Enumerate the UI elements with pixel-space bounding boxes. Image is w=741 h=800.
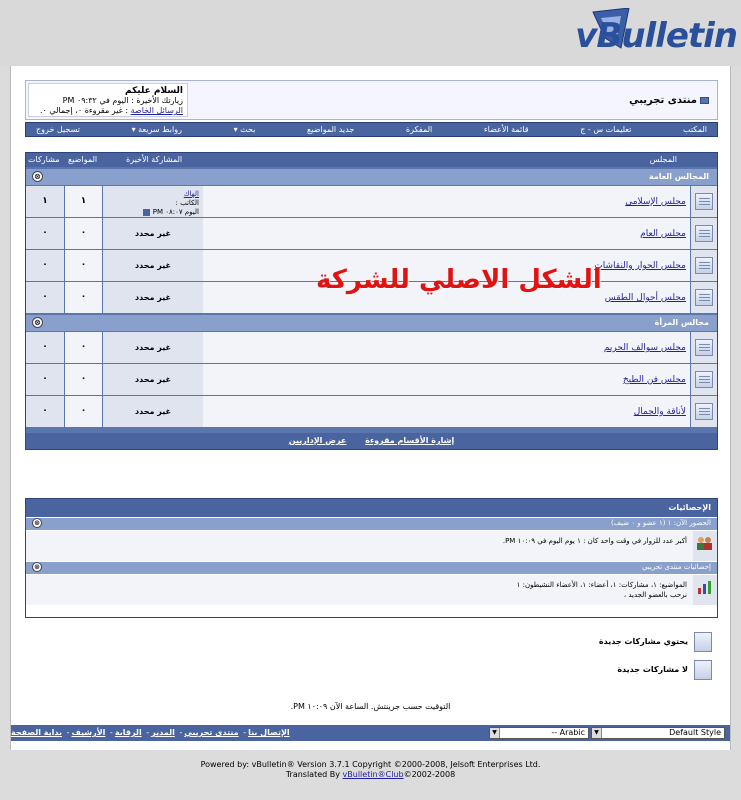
- category-title[interactable]: مجالس المرأة: [654, 318, 709, 327]
- forum-home-link[interactable]: منتدى تجريبي: [184, 728, 239, 737]
- copyright-line2-suffix: ©2002-2008: [403, 770, 456, 779]
- forum-row: [26, 186, 717, 218]
- forum-link[interactable]: مجلس الحوار والنقاشات: [594, 261, 686, 271]
- watermark-text: الشكل الاصلي للشركة: [316, 265, 602, 295]
- table-footer: [26, 433, 717, 449]
- thread-count: ٠: [65, 250, 102, 281]
- chevron-down-icon: ▼: [592, 728, 602, 738]
- post-count: ٠: [26, 396, 64, 427]
- nav-search[interactable]: بحث ▾: [233, 125, 256, 134]
- top-link[interactable]: بداية الصفحة: [11, 728, 63, 737]
- thread-count: ١: [65, 186, 102, 217]
- forum-stats-bar: [26, 562, 717, 574]
- copyright-line2-prefix: Translated By: [285, 770, 340, 779]
- forum-stats-line1: المواضيع: ١، مشاركات: ١، أعضاء: ١، الأعضاء النشيطون: ١: [516, 581, 687, 589]
- forum-home-icon: [700, 97, 709, 104]
- nav-logout[interactable]: تسجيل خروج: [36, 125, 80, 134]
- nav-new-posts[interactable]: جديد المواضيع: [307, 125, 355, 134]
- users-online-icon: [696, 535, 713, 552]
- thread-count: ٠: [65, 332, 102, 363]
- forum-link[interactable]: مجلس أحوال الطقس: [604, 293, 686, 303]
- col-threads: المواضيع: [68, 155, 98, 164]
- nav-calendar[interactable]: المفكرة: [405, 125, 433, 134]
- forum-status-icon: [695, 257, 713, 274]
- last-post-info: [107, 190, 199, 217]
- copyright-line1: Powered by: vBulletin® Version 3.7.1 Copyright ©2000-2008, Jelsoft Enterprises Ltd.: [200, 760, 541, 769]
- forum-link[interactable]: مجلس العام: [640, 229, 686, 239]
- private-messages-link[interactable]: الرسائل الخاصة: [130, 106, 183, 115]
- forum-title[interactable]: [629, 95, 709, 106]
- footer-links: الإتصال بنا- منتدى تجريبي- المدير- الرقابة- الأرشيف- بداية الصفحة: [11, 728, 290, 737]
- last-post-none: غير محدد: [135, 229, 171, 238]
- forum-status-icon: [695, 371, 713, 388]
- modcp-link[interactable]: الرقابة: [114, 728, 142, 737]
- archive-link[interactable]: الأرشيف: [71, 728, 106, 737]
- legend-new-posts-text: يحتوي مشاركات جديدة: [598, 637, 688, 646]
- forum-row: [26, 364, 717, 396]
- last-post-title[interactable]: الهاك: [183, 190, 199, 198]
- forum-row: [26, 396, 717, 428]
- language-select[interactable]: [489, 727, 589, 739]
- view-leaders-link[interactable]: عرض الإداريين: [288, 436, 347, 445]
- admin-link[interactable]: المدير: [151, 728, 175, 737]
- forum-stats-body: [26, 575, 717, 605]
- collapse-icon[interactable]: ⊗: [32, 171, 43, 182]
- last-post-none: غير محدد: [135, 343, 171, 352]
- post-count: ١: [26, 186, 64, 217]
- new-posts-icon: [694, 632, 712, 652]
- go-to-post-icon[interactable]: [143, 209, 150, 216]
- last-post-author: الكاتب :: [175, 199, 199, 207]
- online-record: أكبر عدد للزوار في وقت واحد كان : ١ يوم اليوم في ١٠:٠٩ PM.: [502, 537, 687, 545]
- logo-text: vBulletin: [575, 16, 737, 56]
- bottom-bar: [11, 725, 730, 741]
- style-select-value: Default Style: [669, 728, 721, 737]
- welcome-box: [28, 83, 188, 117]
- style-select[interactable]: [591, 727, 725, 739]
- nav-usercp[interactable]: المكتب: [683, 125, 707, 134]
- forum-link[interactable]: مجلس سوالف الحريم: [603, 343, 686, 353]
- post-count: ٠: [26, 218, 64, 249]
- forum-status-icon: [695, 289, 713, 306]
- forum-status-icon: [695, 193, 713, 210]
- thread-count: ٠: [65, 218, 102, 249]
- no-new-posts-icon: [694, 660, 712, 680]
- post-count: ٠: [26, 250, 64, 281]
- header-panel: [25, 80, 718, 120]
- forum-status-icon: [695, 403, 713, 420]
- column-header: [26, 153, 717, 167]
- language-select-value: -- Arabic: [551, 728, 585, 737]
- nav-members-list[interactable]: قائمة الأعضاء: [483, 125, 529, 134]
- page-container: [10, 66, 731, 750]
- nav-faq[interactable]: تعليمات س - ج: [580, 125, 632, 134]
- stats-title: الإحصائيات: [668, 503, 711, 512]
- thread-count: ٠: [65, 282, 102, 313]
- statistics-panel: [25, 498, 718, 618]
- forum-status-icon: [695, 339, 713, 356]
- last-post-none: غير محدد: [135, 375, 171, 384]
- forum-stats-line2: نرحب بالعضو الجديد ،: [623, 591, 687, 599]
- forum-link[interactable]: مجلس فن الطبخ: [622, 375, 686, 385]
- stats-chart-icon: [696, 579, 713, 596]
- last-post-none: غير محدد: [135, 293, 171, 302]
- last-post-none: غير محدد: [135, 261, 171, 270]
- category-title[interactable]: المجالس العامة: [648, 172, 709, 181]
- vbulletin-logo[interactable]: [575, 2, 737, 64]
- forum-table: [25, 152, 718, 450]
- forum-link[interactable]: مجلس الإسلامي: [625, 197, 686, 207]
- welcome-text: السلام عليكم: [125, 86, 183, 96]
- contact-us-link[interactable]: الإتصال بنا: [248, 728, 290, 737]
- post-count: ٠: [26, 364, 64, 395]
- post-count: ٠: [26, 332, 64, 363]
- forum-row: [26, 332, 717, 364]
- col-forum: المجلس: [649, 155, 677, 164]
- category-header-women: [26, 315, 717, 331]
- forum-title-text: منتدى تجريبي: [629, 95, 697, 106]
- col-last-post: المشاركة الأخيرة: [126, 155, 183, 164]
- forum-status-icon: [695, 225, 713, 242]
- col-posts: مشاركات: [28, 155, 60, 164]
- top-band: [0, 0, 741, 66]
- copyright: [0, 760, 741, 780]
- forum-link[interactable]: لأناقة والجمال: [633, 407, 686, 417]
- chevron-down-icon: ▼: [490, 728, 500, 738]
- navbar: [25, 122, 718, 137]
- online-now[interactable]: الحضور الآن: ١ (١ عضو و ٠ ضيف): [610, 519, 711, 527]
- online-body: [26, 531, 717, 561]
- last-visit: زيارتك الأخيرة : اليوم في ٠٩:٣٢ PM: [62, 96, 183, 105]
- post-count: ٠: [26, 282, 64, 313]
- nav-quick-links[interactable]: روابط سريعة ▾: [131, 125, 182, 134]
- legend-no-new-posts-text: لا مشاركات جديدة: [617, 665, 688, 674]
- collapse-icon[interactable]: ⊗: [32, 562, 42, 572]
- collapse-icon[interactable]: ⊗: [32, 317, 43, 328]
- thread-count: ٠: [65, 364, 102, 395]
- last-post-none: غير محدد: [135, 407, 171, 416]
- online-bar: [26, 518, 717, 530]
- last-post-time: اليوم ٠٨:٠٧ PM: [152, 208, 199, 216]
- timezone-text: التوقيت حسب جرينتش. الساعة الآن ١٠:٠٩ PM.: [290, 702, 451, 711]
- forum-stats-title: إحصائيات منتدى تجريبي: [641, 563, 711, 571]
- mark-forums-read-link[interactable]: إشارة الأقسام مقروءة: [365, 436, 455, 445]
- collapse-icon[interactable]: ⊗: [32, 518, 42, 528]
- vbulletin-club-link[interactable]: vBulletin®Club: [342, 770, 404, 779]
- category-header-general: [26, 169, 717, 185]
- pm-counts: : غير مقروءة ٠، إجمالي ٠.: [40, 106, 129, 115]
- thread-count: ٠: [65, 396, 102, 427]
- forum-row: [26, 218, 717, 250]
